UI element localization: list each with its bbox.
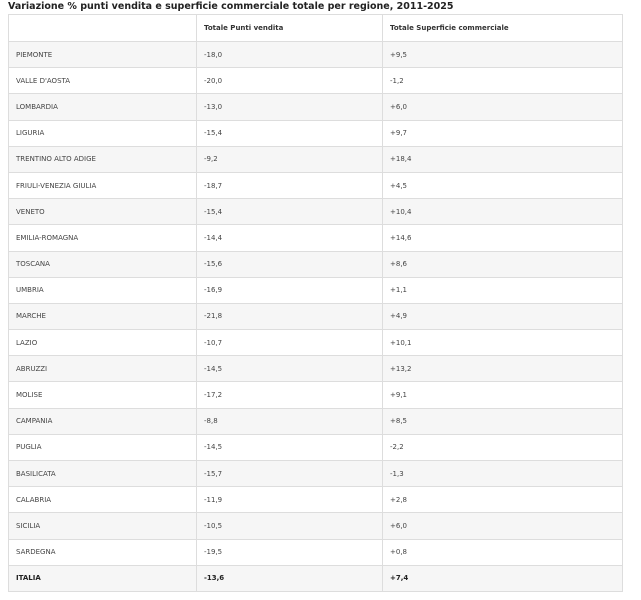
region-cell: UMBRIA [9,277,197,303]
superficie-cell: +13,2 [383,356,623,382]
table-row [9,225,623,251]
superficie-cell: -2,2 [383,434,623,460]
punti-vendita-cell: -14,5 [197,434,383,460]
punti-vendita-cell: -14,5 [197,356,383,382]
punti-vendita-cell: -15,6 [197,251,383,277]
superficie-cell: +4,9 [383,303,623,329]
table-row [9,539,623,565]
page-title: Variazione % punti vendita e superficie commerciale totale per regione, 2011-2025 [8,1,454,12]
region-cell: VALLE D'AOSTA [9,68,197,94]
header-superficie: Totale Superficie commerciale [383,15,623,42]
region-cell: CAMPANIA [9,408,197,434]
region-cell: TOSCANA [9,251,197,277]
region-cell: TRENTINO ALTO ADIGE [9,146,197,172]
total-punti-vendita: -13,6 [197,565,383,591]
superficie-cell: +6,0 [383,513,623,539]
region-cell: LAZIO [9,330,197,356]
region-cell: ABRUZZI [9,356,197,382]
superficie-cell: +10,4 [383,199,623,225]
punti-vendita-cell: -10,5 [197,513,383,539]
table-body [9,42,623,566]
superficie-cell: -1,2 [383,68,623,94]
region-cell: CALABRIA [9,487,197,513]
superficie-cell: +6,0 [383,94,623,120]
superficie-cell: +9,5 [383,42,623,68]
total-superficie: +7,4 [383,565,623,591]
region-cell: EMILIA-ROMAGNA [9,225,197,251]
superficie-cell: +18,4 [383,146,623,172]
table-row [9,408,623,434]
regions-table [8,14,623,592]
table-row [9,120,623,146]
header-row [9,15,623,42]
region-cell: LIGURIA [9,120,197,146]
table-row [9,434,623,460]
table-row [9,199,623,225]
table-row [9,382,623,408]
punti-vendita-cell: -20,0 [197,68,383,94]
punti-vendita-cell: -18,0 [197,42,383,68]
table-row [9,356,623,382]
region-cell: SARDEGNA [9,539,197,565]
table-row [9,172,623,198]
table-row [9,277,623,303]
table-row [9,303,623,329]
punti-vendita-cell: -14,4 [197,225,383,251]
total-region: ITALIA [9,565,197,591]
region-cell: FRIULI-VENEZIA GIULIA [9,172,197,198]
superficie-cell: +8,6 [383,251,623,277]
region-cell: SICILIA [9,513,197,539]
table-row [9,461,623,487]
punti-vendita-cell: -10,7 [197,330,383,356]
punti-vendita-cell: -18,7 [197,172,383,198]
table-row [9,94,623,120]
table-row [9,68,623,94]
superficie-cell: +14,6 [383,225,623,251]
table-row [9,330,623,356]
punti-vendita-cell: -15,4 [197,199,383,225]
table-footer [9,565,623,591]
region-cell: VENETO [9,199,197,225]
table-row [9,487,623,513]
punti-vendita-cell: -15,7 [197,461,383,487]
superficie-cell: +4,5 [383,172,623,198]
punti-vendita-cell: -19,5 [197,539,383,565]
punti-vendita-cell: -16,9 [197,277,383,303]
total-row [9,565,623,591]
superficie-cell: +10,1 [383,330,623,356]
punti-vendita-cell: -13,0 [197,94,383,120]
superficie-cell: +0,8 [383,539,623,565]
region-cell: PIEMONTE [9,42,197,68]
table-header [9,15,623,42]
superficie-cell: +9,7 [383,120,623,146]
table-row [9,513,623,539]
region-cell: MARCHE [9,303,197,329]
superficie-cell: -1,3 [383,461,623,487]
superficie-cell: +8,5 [383,408,623,434]
superficie-cell: +1,1 [383,277,623,303]
table-row [9,251,623,277]
region-cell: MOLISE [9,382,197,408]
punti-vendita-cell: -9,2 [197,146,383,172]
punti-vendita-cell: -21,8 [197,303,383,329]
punti-vendita-cell: -8,8 [197,408,383,434]
region-cell: BASILICATA [9,461,197,487]
punti-vendita-cell: -15,4 [197,120,383,146]
header-region [9,15,197,42]
punti-vendita-cell: -17,2 [197,382,383,408]
region-cell: PUGLIA [9,434,197,460]
superficie-cell: +9,1 [383,382,623,408]
table-row [9,42,623,68]
header-punti-vendita: Totale Punti vendita [197,15,383,42]
superficie-cell: +2,8 [383,487,623,513]
table-row [9,146,623,172]
punti-vendita-cell: -11,9 [197,487,383,513]
region-cell: LOMBARDIA [9,94,197,120]
